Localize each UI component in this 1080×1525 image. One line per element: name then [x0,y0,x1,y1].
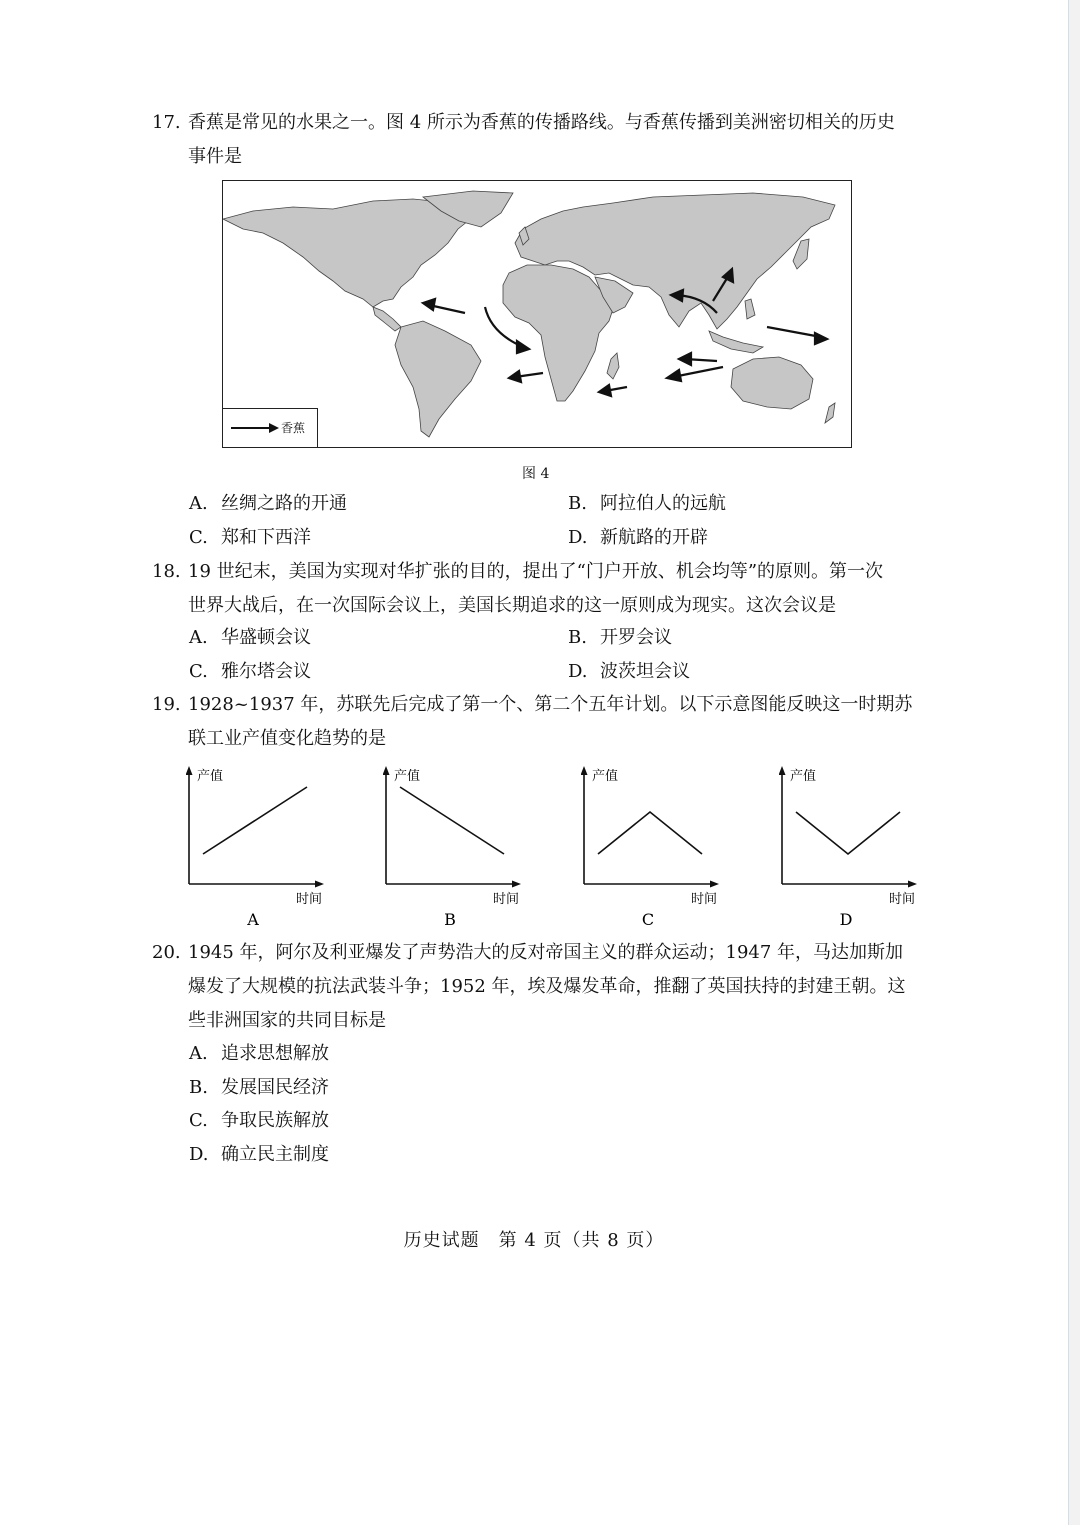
trend-chart-b [383,758,528,937]
x-axis-arrowhead [512,881,521,888]
option-d [568,655,690,689]
figure-caption: 图 4 [522,466,550,482]
route-arrowhead [667,370,681,381]
south-america-landmass [395,321,481,437]
option-text: 波茨坦会议 [600,661,690,682]
question-18 [152,555,922,623]
option-key: B. [568,493,587,514]
option-text: 争取民族解放 [221,1110,329,1131]
chart-svg [383,758,528,933]
x-axis-label: 时间 [691,892,718,907]
option-key: C. [189,1110,208,1131]
y-axis-arrowhead [186,766,193,775]
option-key: D. [189,1144,209,1165]
chart-svg [186,758,331,933]
option-text: 开罗会议 [600,627,672,648]
option-d [189,1138,329,1172]
question-number: 17. [152,112,181,133]
option-text: 追求思想解放 [221,1043,329,1064]
option-c [189,521,311,555]
option-text: 丝绸之路的开通 [221,493,347,514]
option-d [568,521,708,555]
option-c [189,1104,329,1138]
option-key: A. [189,627,208,648]
y-axis-arrowhead [779,766,786,775]
option-b [568,487,726,521]
question-text-cont: 世界大战后，在一次国际会议上，美国长期追求的这一原则成为现实。这次会议是 [188,595,836,616]
question-number: 19. [152,694,181,715]
option-key: B. [189,1077,208,1098]
trend-chart-c [581,758,726,937]
x-axis-arrowhead [908,881,917,888]
option-text: 郑和下西洋 [221,527,311,548]
option-a [189,621,311,655]
x-axis-label: 时间 [889,892,916,907]
question-number: 18. [152,561,181,582]
philippines-islands [745,299,755,319]
x-axis-arrowhead [710,881,719,888]
option-key: B. [568,627,587,648]
chart-letter: A [247,910,259,929]
question-19 [152,688,922,756]
chart-svg [581,758,726,933]
option-key: A. [189,1043,208,1064]
y-axis-label: 产值 [592,769,619,784]
option-b [568,621,672,655]
trend-line [598,812,702,854]
x-axis-arrowhead [315,881,324,888]
option-key: D. [568,661,588,682]
y-axis-label: 产值 [197,769,224,784]
option-c [189,655,311,689]
option-key: C. [189,661,208,682]
route-arrowhead [509,371,521,382]
route-arrowhead [517,341,529,353]
question-17 [152,106,922,174]
trend-line [400,787,504,854]
question-text: 19 世纪末，美国为实现对华扩张的目的，提出了“门户开放、机会均等”的原则。第一次 [188,561,884,582]
chart-letter: C [641,910,655,929]
option-key: A. [189,493,208,514]
north-america-landmass [223,199,473,307]
question-number: 20. [152,942,181,963]
option-a [189,1037,329,1071]
option-text: 华盛顿会议 [221,627,311,648]
map-legend [223,408,318,447]
y-axis-label: 产值 [790,769,817,784]
trend-line [796,812,900,854]
trend-chart-d [779,758,924,937]
option-text: 阿拉伯人的远航 [600,493,726,514]
option-text: 雅尔塔会议 [221,661,311,682]
route-arrowhead [599,385,611,396]
question-text-cont: 事件是 [188,146,242,167]
option-text: 发展国民经济 [221,1077,329,1098]
y-axis-label: 产值 [394,769,421,784]
option-b [189,1071,329,1105]
y-axis-arrowhead [581,766,588,775]
question-20 [152,936,922,1038]
trend-chart-a [186,758,331,937]
central-america-landmass [373,307,401,331]
trend-line [203,787,307,854]
question-text: 1928~1937 年，苏联先后完成了第一个、第二个五年计划。以下示意图能反映这一时期苏 [188,694,913,715]
route-arrowhead [679,353,691,365]
legend-label: 香蕉 [281,421,306,435]
option-key: C. [189,527,208,548]
route-arrowhead [815,333,827,344]
route-arrowhead [423,299,435,310]
question-text: 香蕉是常见的水果之一。图 4 所示为香蕉的传播路线。与香蕉传播到美洲密切相关的历史 [188,112,895,133]
option-key: D. [568,527,588,548]
chart-letter: D [839,910,853,929]
page-footer: 历史试题 第 4 页（共 8 页） [403,1230,665,1251]
banana-arrow-icon [229,422,281,434]
indonesia-islands [709,331,763,353]
option-text: 确立民主制度 [221,1144,329,1165]
x-axis-label: 时间 [296,892,323,907]
question-text-cont: 联工业产值变化趋势的是 [188,728,386,749]
chart-svg [779,758,924,933]
option-a [189,487,347,521]
chart-letter: B [444,910,456,929]
question-text-cont: 些非洲国家的共同目标是 [188,1010,386,1031]
question-text-cont: 爆发了大规模的抗法武装斗争；1952 年，埃及爆发革命，推翻了英国扶持的封建王朝。这 [188,976,906,997]
x-axis-label: 时间 [493,892,520,907]
route-arrow [767,327,821,337]
australia-landmass [731,357,813,409]
madagascar-landmass [607,353,619,379]
option-text: 新航路的开辟 [600,527,708,548]
japan-islands [793,239,809,269]
new-zealand-islands [825,403,835,423]
world-map-figure [222,180,852,448]
question-text: 1945 年，阿尔及利亚爆发了声势浩大的反对帝国主义的群众运动；1947 年，马达加斯加 [188,942,904,963]
y-axis-arrowhead [383,766,390,775]
